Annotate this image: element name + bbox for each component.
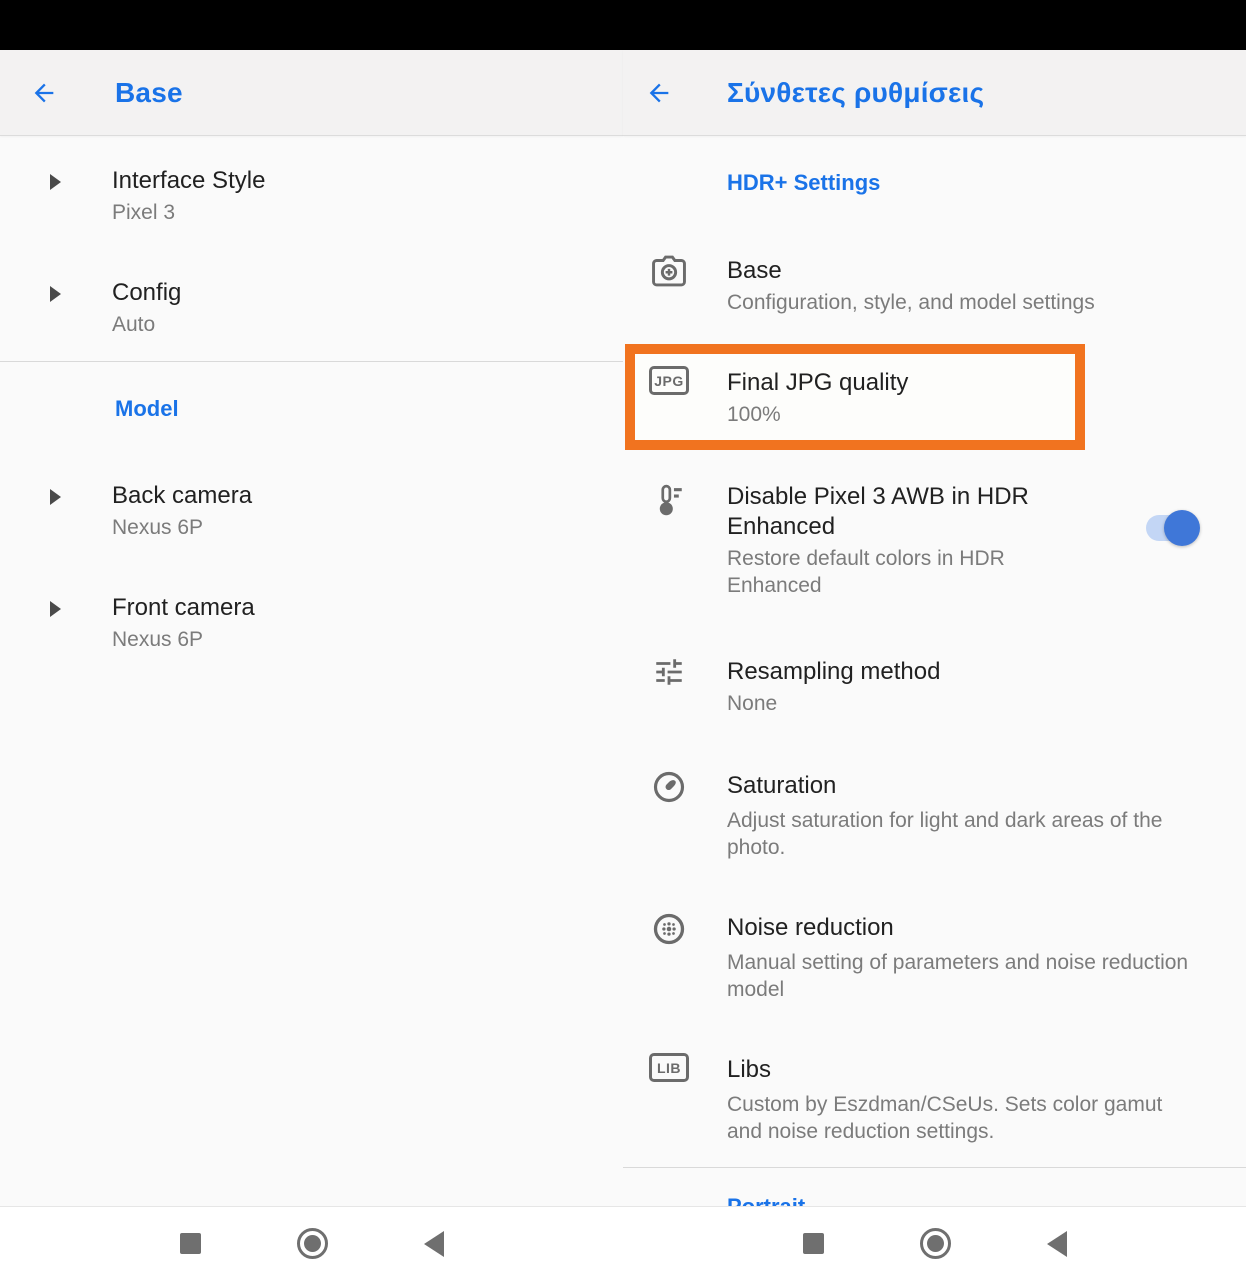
chevron-right-icon — [50, 174, 61, 190]
left-app-bar — [0, 50, 623, 136]
chevron-right-icon — [50, 489, 61, 505]
item-value: Nexus 6P — [112, 516, 204, 539]
item-value: 100% — [727, 403, 781, 426]
back-triangle-icon[interactable] — [424, 1231, 444, 1257]
list-item-disable-pixel3-awb[interactable] — [623, 480, 1246, 599]
tune-icon — [649, 655, 689, 719]
navigation-bar — [0, 1206, 1246, 1280]
item-title: Saturation — [727, 772, 837, 799]
item-value: Pixel 3 — [112, 201, 176, 224]
item-subtitle: Configuration, style, and model settings — [727, 291, 1095, 314]
item-title: Noise reduction — [727, 914, 894, 941]
item-subtitle: Restore default colors in HDR Enhanced — [727, 547, 1005, 597]
section-header-hdr-settings: HDR+ Settings — [727, 170, 881, 195]
camera-icon — [649, 254, 689, 318]
item-title: Final JPG quality — [727, 369, 909, 396]
section-divider — [623, 1167, 1246, 1168]
left-nav-group — [0, 1207, 623, 1280]
right-app-bar — [623, 50, 1246, 136]
back-triangle-icon[interactable] — [1047, 1231, 1067, 1257]
list-item-interface-style[interactable] — [0, 164, 623, 228]
list-item-back-camera[interactable] — [0, 479, 623, 543]
home-circle-icon[interactable] — [297, 1228, 328, 1259]
item-title: Interface Style — [112, 167, 266, 194]
item-title: Disable Pixel 3 AWB in HDR Enhanced — [727, 483, 1029, 540]
item-title: Config — [112, 279, 182, 306]
item-subtitle: Custom by Eszdman/CSeUs. Sets color gamut and noise reduction settings. — [727, 1093, 1163, 1143]
chevron-right-icon — [50, 601, 61, 617]
chevron-right-icon — [50, 286, 61, 302]
list-item-libs[interactable] — [623, 1053, 1246, 1145]
item-title: Resampling method — [727, 658, 941, 685]
back-arrow-icon[interactable] — [645, 79, 673, 107]
recents-square-icon[interactable] — [803, 1233, 824, 1254]
right-page-title: Σύνθετες ρυθμίσεις — [727, 76, 985, 108]
toggle-switch-on[interactable] — [1146, 510, 1200, 546]
item-value: Nexus 6P — [112, 628, 204, 651]
list-item-final-jpg-quality[interactable] — [635, 354, 1075, 440]
lib-badge-icon: LIB — [649, 1053, 689, 1145]
item-subtitle: Adjust saturation for light and dark areas of the photo. — [727, 809, 1163, 859]
jpg-badge-icon: JPG — [649, 366, 689, 430]
recents-square-icon[interactable] — [180, 1233, 201, 1254]
status-bar — [0, 0, 1246, 50]
toggle-knob — [1164, 510, 1200, 546]
right-nav-group — [623, 1207, 1246, 1280]
home-circle-icon[interactable] — [920, 1228, 951, 1259]
item-title: Front camera — [112, 594, 255, 621]
list-item-front-camera[interactable] — [0, 591, 623, 655]
list-item-noise-reduction[interactable] — [623, 911, 1246, 1003]
back-arrow-icon[interactable] — [30, 79, 58, 107]
left-page-title: Base — [115, 76, 183, 108]
item-value: None — [727, 692, 778, 715]
list-item-base[interactable] — [623, 242, 1246, 318]
split-screen-panels — [0, 50, 1246, 1206]
thermometer-icon — [649, 482, 689, 599]
item-subtitle: Manual setting of parameters and noise reduction model — [727, 951, 1189, 1001]
section-header-model: Model — [115, 396, 179, 421]
highlight-box — [625, 344, 1085, 450]
item-title: Back camera — [112, 482, 253, 509]
noise-dots-icon — [649, 911, 689, 1003]
list-item-saturation[interactable] — [623, 769, 1246, 861]
item-value: Auto — [112, 313, 156, 336]
item-title: Libs — [727, 1056, 772, 1083]
saturation-gauge-icon — [649, 769, 689, 861]
panel-base-settings — [0, 50, 623, 1206]
section-divider — [0, 361, 623, 362]
item-title: Base — [727, 257, 782, 284]
panel-advanced-settings — [623, 50, 1246, 1206]
list-item-resampling-method[interactable] — [623, 655, 1246, 719]
list-item-config[interactable] — [0, 276, 623, 340]
